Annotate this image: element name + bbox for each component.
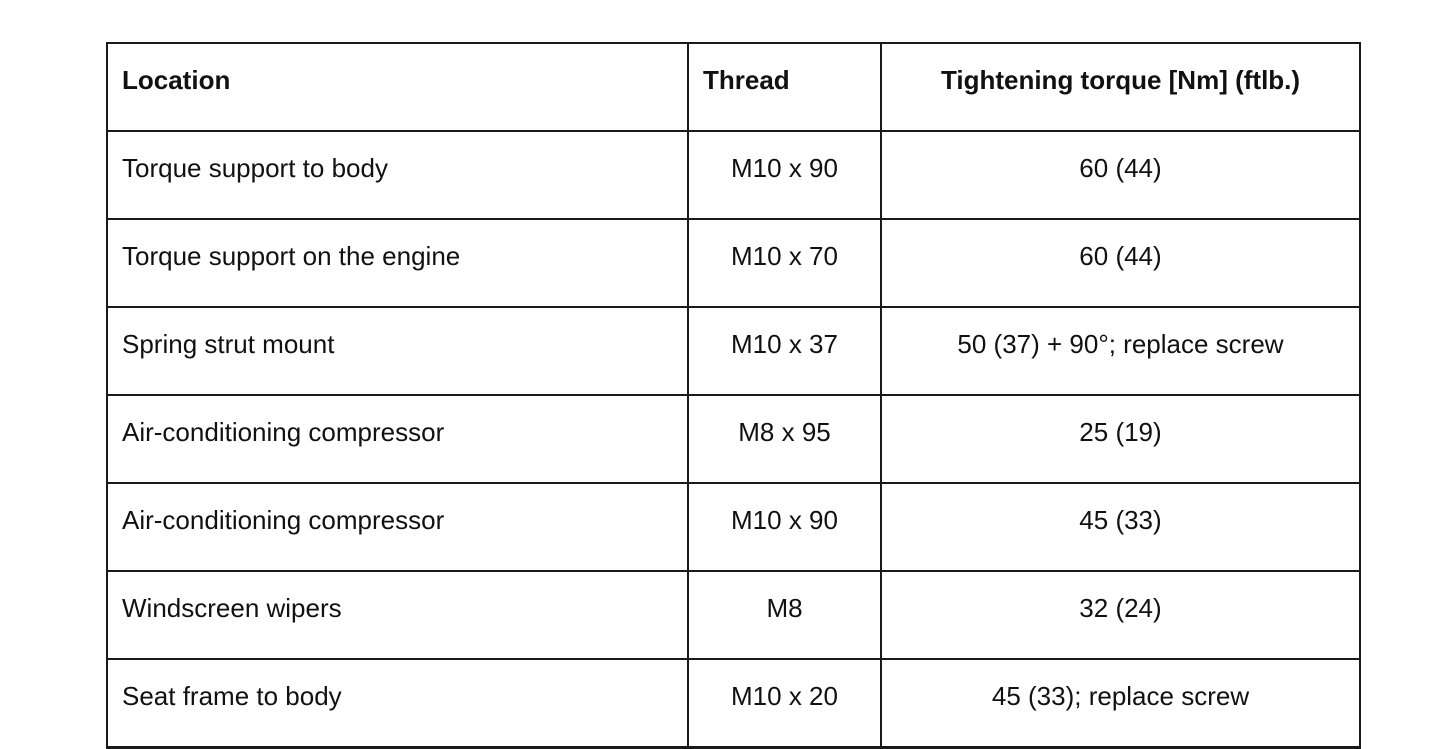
cell-torque: 50 (37) + 90°; replace screw: [881, 307, 1360, 395]
header-thread: Thread: [688, 43, 881, 131]
cell-thread: M10 x 37: [688, 307, 881, 395]
cell-thread: M10 x 90: [688, 131, 881, 219]
cell-location: Torque support to body: [107, 131, 688, 219]
cell-location: Seat frame to body: [107, 659, 688, 748]
cell-torque: 32 (24): [881, 571, 1360, 659]
cell-location: Air-conditioning compressor: [107, 483, 688, 571]
cell-thread: M8 x 95: [688, 395, 881, 483]
header-row: [107, 43, 1360, 131]
cell-thread: M10 x 20: [688, 659, 881, 748]
cell-thread: M8: [688, 571, 881, 659]
table-body: [107, 131, 1360, 748]
header-torque: Tightening torque [Nm] (ftlb.): [881, 43, 1360, 131]
cell-location: Windscreen wipers: [107, 571, 688, 659]
cell-torque: 25 (19): [881, 395, 1360, 483]
table-row: [107, 219, 1360, 307]
cell-location: Air-conditioning compressor: [107, 395, 688, 483]
header-location: Location: [107, 43, 688, 131]
table-row: [107, 395, 1360, 483]
cell-location: Torque support on the engine: [107, 219, 688, 307]
table-row: [107, 483, 1360, 571]
table-header: [107, 43, 1360, 131]
cell-torque: 60 (44): [881, 131, 1360, 219]
table-row: [107, 307, 1360, 395]
cell-torque: 45 (33); replace screw: [881, 659, 1360, 748]
cell-location: Spring strut mount: [107, 307, 688, 395]
table-row: [107, 131, 1360, 219]
cell-thread: M10 x 90: [688, 483, 881, 571]
cell-torque: 45 (33): [881, 483, 1360, 571]
table-row: [107, 571, 1360, 659]
cell-torque: 60 (44): [881, 219, 1360, 307]
torque-specification-table: [106, 42, 1361, 749]
cell-thread: M10 x 70: [688, 219, 881, 307]
table-row: [107, 659, 1360, 748]
